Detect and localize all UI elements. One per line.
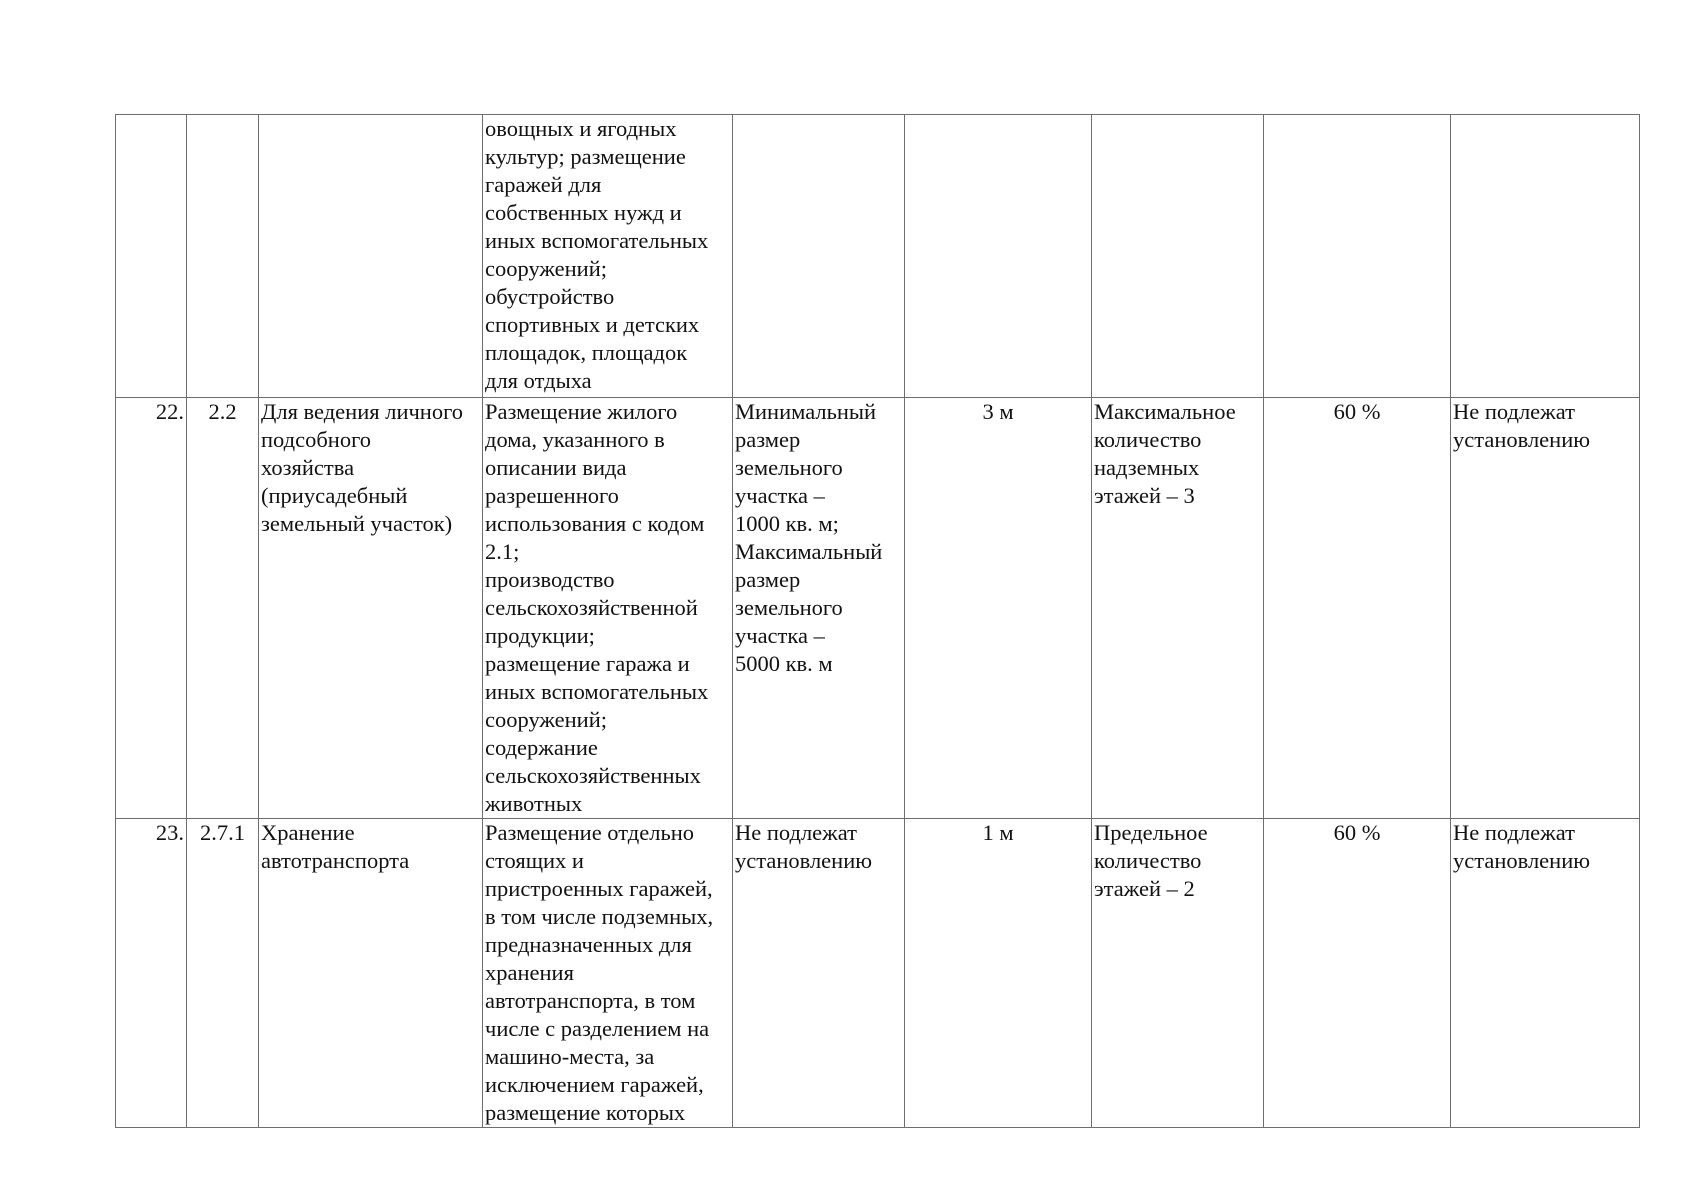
restrictions: Не подлежат установлению [1451,819,1640,1128]
use-code [187,115,259,398]
plot-size: Минимальный размер земельного участка – 1000 кв. м; Максимальный размер земельного участка – 5000 кв. м [733,398,905,819]
restrictions [1451,115,1640,398]
use-description: овощных и ягодных культур; размещение гаражей для собственных нужд и иных вспомогательных сооружений; обустройство спортивных и детских площадок, площадок для отдыха [483,115,733,398]
use-name [259,115,483,398]
floors-limit [1092,115,1264,398]
row-number: 23. [116,819,187,1128]
use-code: 2.2 [187,398,259,819]
regulations-table [115,114,1640,1128]
table-row [116,398,1640,819]
row-number [116,115,187,398]
coverage-percent: 60 % [1264,398,1451,819]
use-description: Размещение отдельно стоящих и пристроенных гаражей, в том числе подземных, предназначенных для хранения автотранспорта, в том числе с разделением на машино-места, за исключением гаражей, размещение которых [483,819,733,1128]
table-row [116,819,1640,1128]
use-description: Размещение жилого дома, указанного в описании вида разрешенного использования с кодом 2.1; производство сельскохозяйственной продукции; размещение гаража и иных вспомогательных сооружений; содержание сельскохозяйственных животных [483,398,733,819]
setback: 1 м [905,819,1092,1128]
plot-size: Не подлежат установлению [733,819,905,1128]
coverage-percent: 60 % [1264,819,1451,1128]
use-code: 2.7.1 [187,819,259,1128]
table-row [116,115,1640,398]
plot-size [733,115,905,398]
coverage-percent [1264,115,1451,398]
row-number: 22. [116,398,187,819]
use-name: Для ведения личного подсобного хозяйства (приусадебный земельный участок) [259,398,483,819]
restrictions: Не подлежат установлению [1451,398,1640,819]
use-name: Хранение автотранспорта [259,819,483,1128]
floors-limit: Максимальное количество надземных этажей – 3 [1092,398,1264,819]
floors-limit: Предельное количество этажей – 2 [1092,819,1264,1128]
setback: 3 м [905,398,1092,819]
setback [905,115,1092,398]
